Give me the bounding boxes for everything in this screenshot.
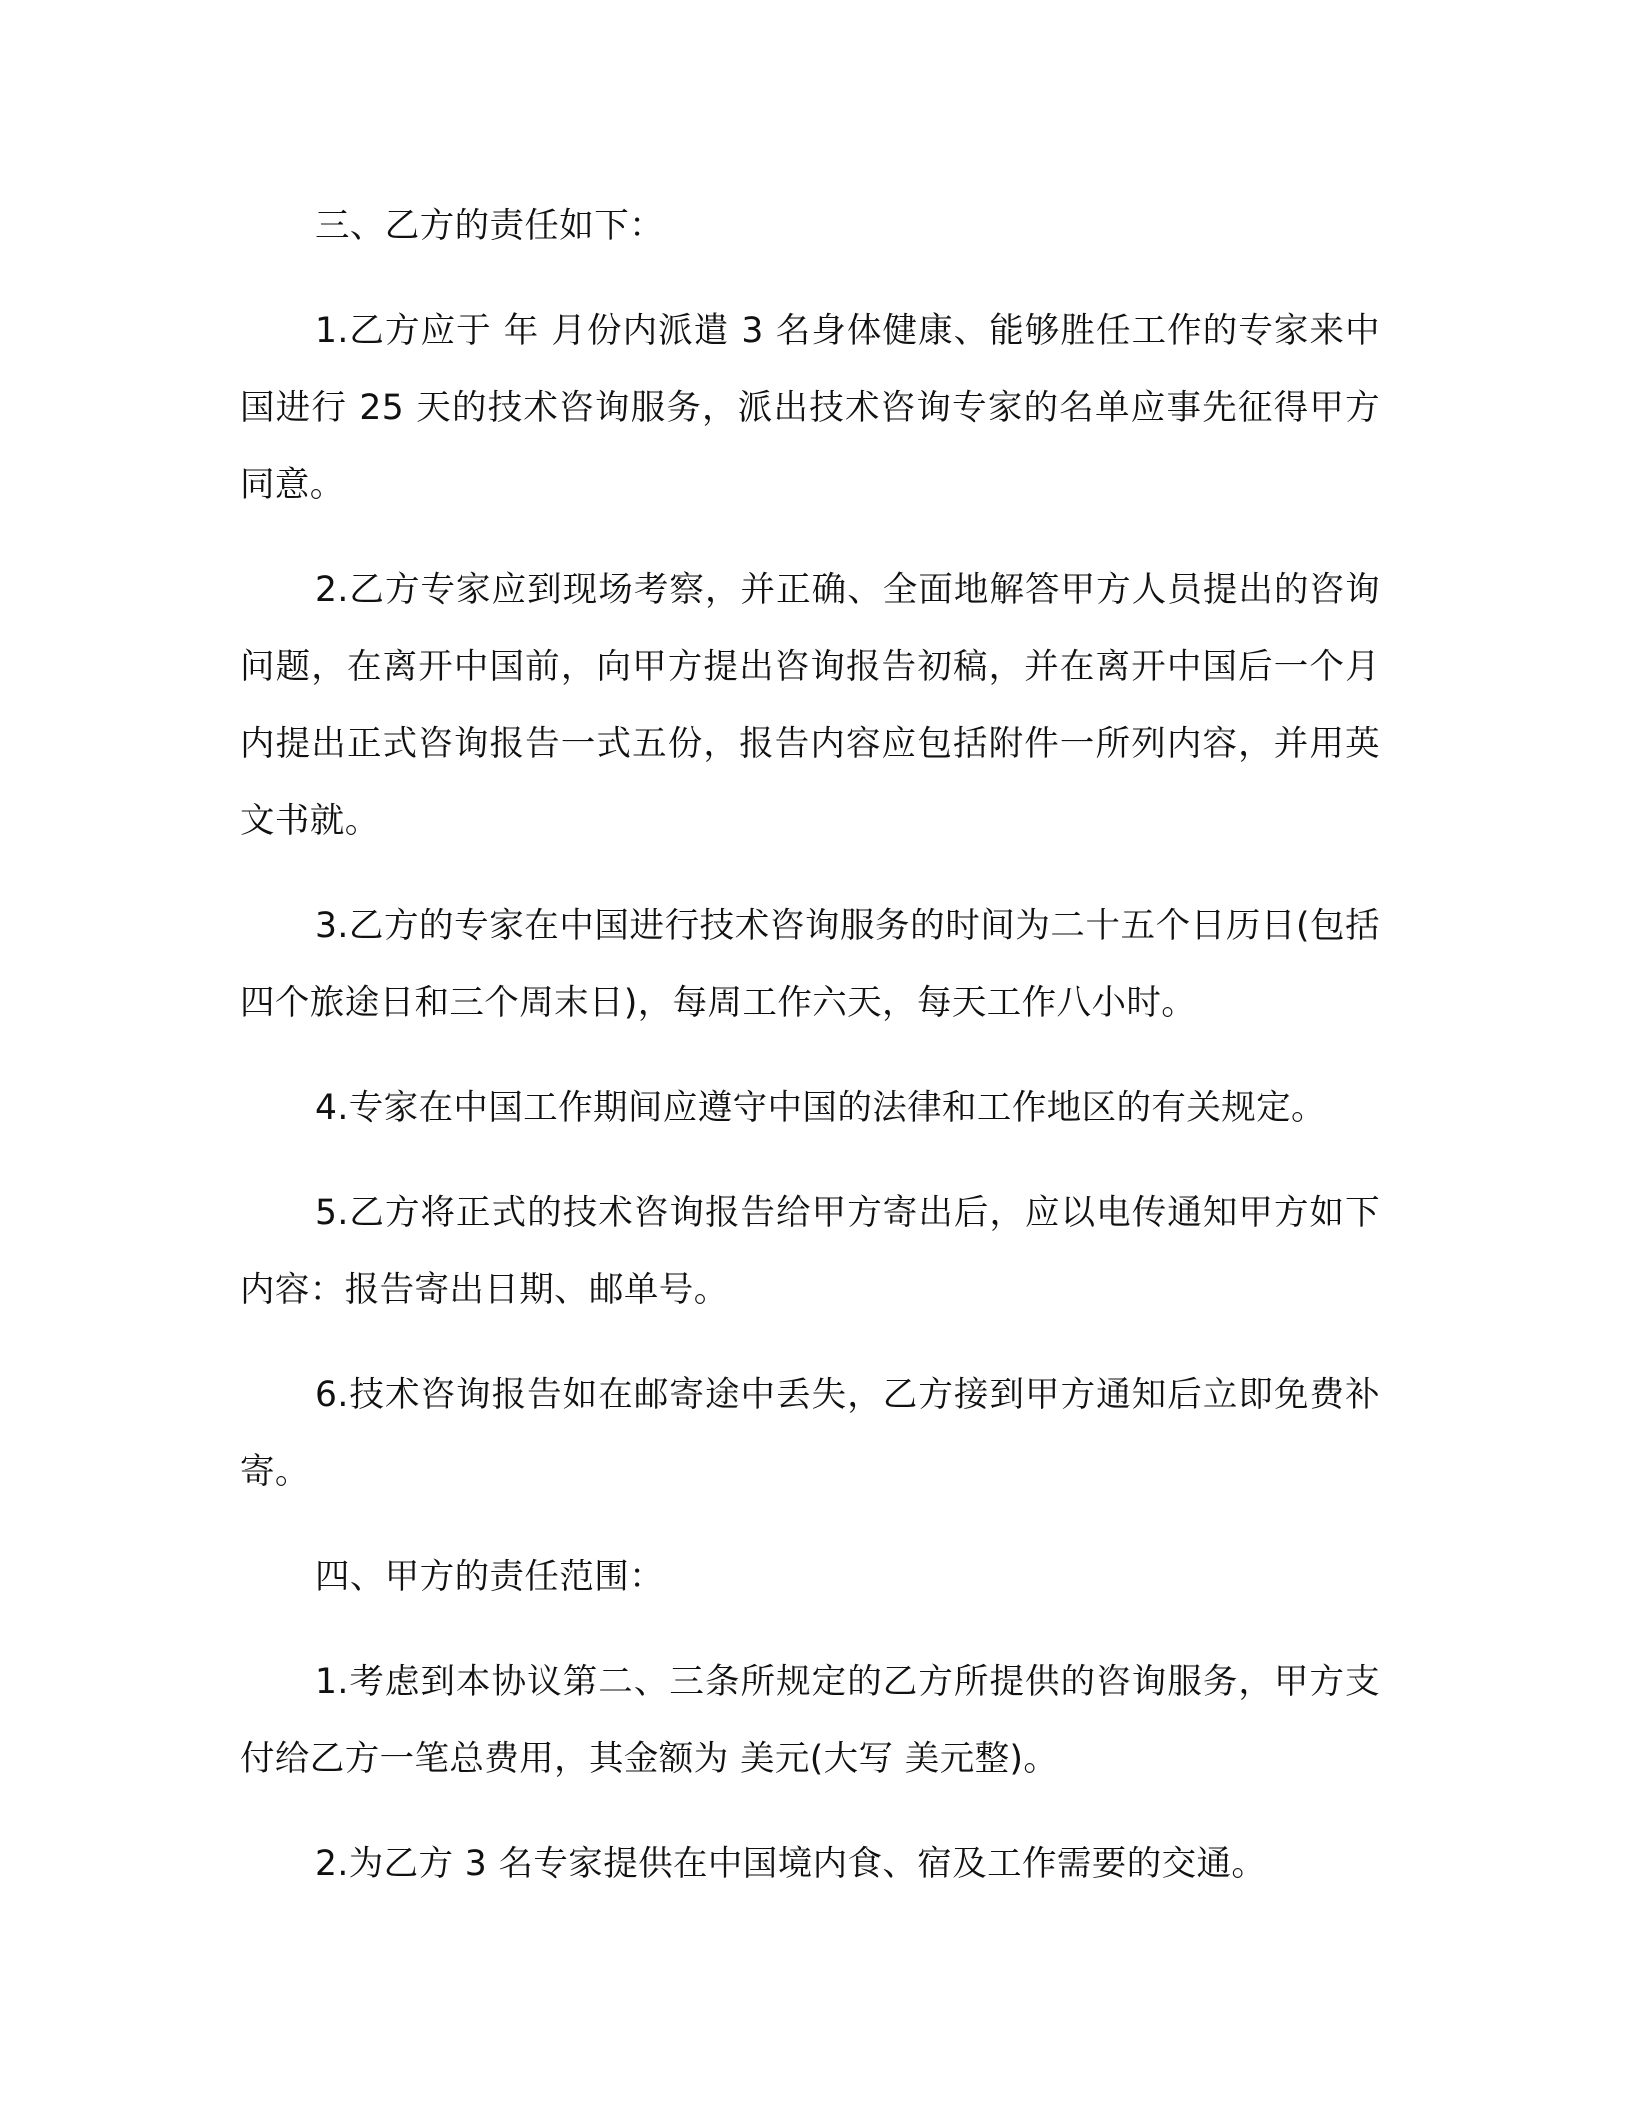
section-3-item-1: 1.乙方应于 年 月份内派遣 3 名身体健康、能够胜任工作的专家来中国进行 25 天的技术咨询服务，派出技术咨询专家的名单应事先征得甲方同意。 — [240, 311, 1380, 505]
section-4-item-2: 2.为乙方 3 名专家提供在中国境内食、宿及工作需要的交通。 — [315, 1844, 1267, 1884]
document-body — [240, 188, 1380, 1931]
section-3-item-4: 4.专家在中国工作期间应遵守中国的法律和工作地区的有关规定。 — [315, 1088, 1326, 1128]
section-4-heading: 四、甲方的责任范围： — [315, 1557, 664, 1597]
section-4-item-1: 1.考虑到本协议第二、三条所规定的乙方所提供的咨询服务，甲方支付给乙方一笔总费用，其金额为 美元(大写 美元整)。 — [240, 1662, 1380, 1779]
section-3-item-6: 6.技术咨询报告如在邮寄途中丢失，乙方接到甲方通知后立即免费补寄。 — [240, 1375, 1380, 1492]
section-3-heading: 三、乙方的责任如下： — [315, 206, 664, 246]
section-3-item-2: 2.乙方专家应到现场考察，并正确、全面地解答甲方人员提出的咨询问题，在离开中国前，向甲方提出咨询报告初稿，并在离开中国后一个月内提出正式咨询报告一式五份，报告内容应包括附件一所列内容，并用英文书就。 — [240, 570, 1380, 841]
section-3-item-5: 5.乙方将正式的技术咨询报告给甲方寄出后，应以电传通知甲方如下内容：报告寄出日期、邮单号。 — [240, 1193, 1380, 1310]
section-3-item-3: 3.乙方的专家在中国进行技术咨询服务的时间为二十五个日历日(包括四个旅途日和三个周末日)，每周工作六天，每天工作八小时。 — [240, 906, 1380, 1023]
